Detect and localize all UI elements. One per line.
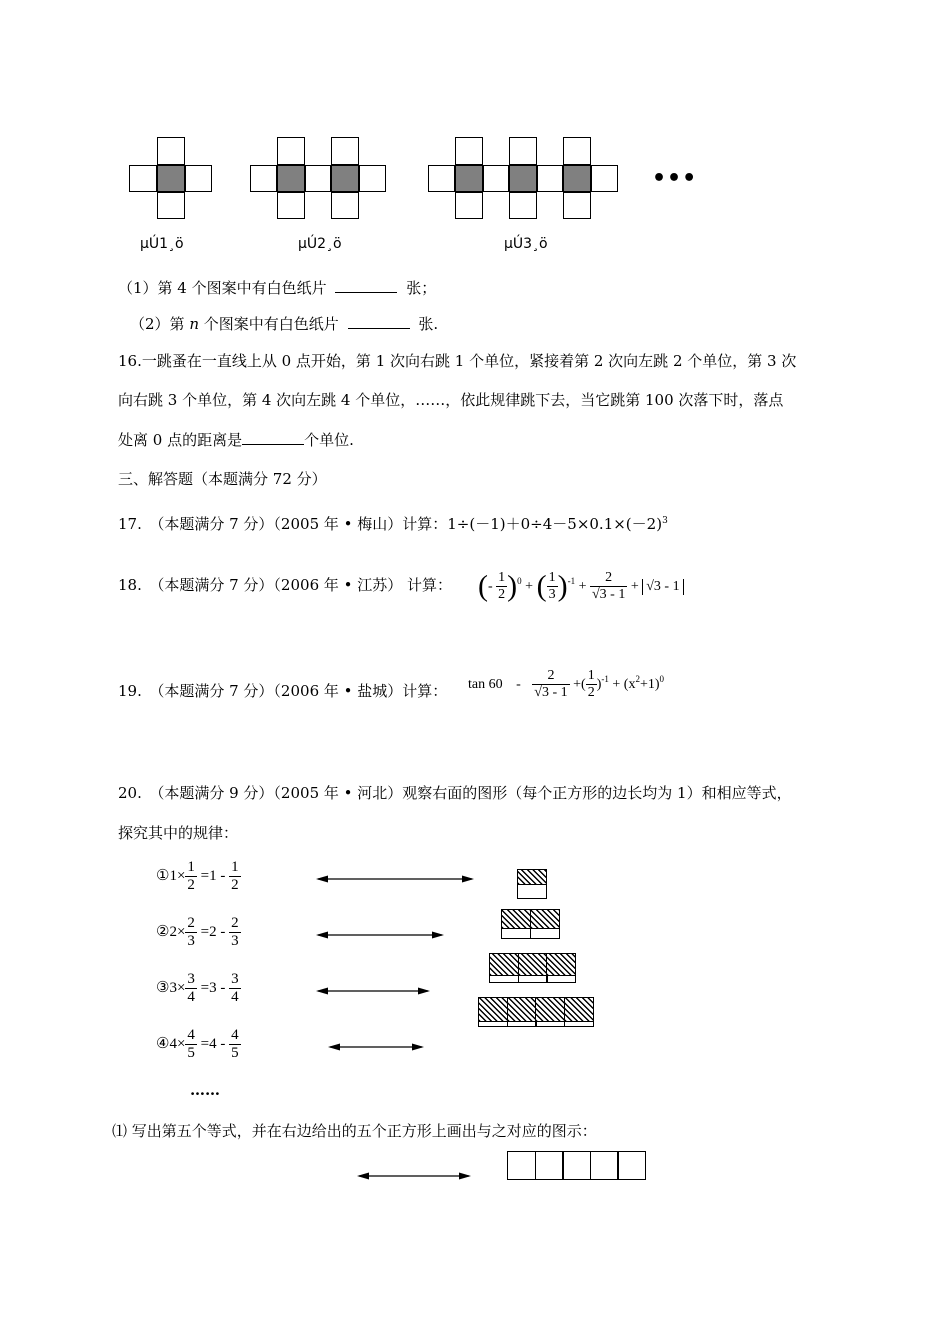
q15-part1-blank[interactable] (335, 278, 397, 293)
q19-last-exp2: 0 (659, 674, 665, 685)
equals-sign: = (200, 980, 210, 997)
equals-sign: = (200, 924, 210, 941)
figure-ellipsis: ••• (652, 166, 698, 191)
q20-line2: 探究其中的规律： (118, 824, 239, 842)
q17 (118, 513, 668, 534)
minus-sign: - (220, 924, 226, 941)
q15-part2 (130, 313, 438, 334)
q19-label: 19. （本题满分 7 分）（2006 年 • 盐城）计算： (118, 682, 448, 700)
q20-line1: 20. （本题满分 9 分）（2005 年 • 河北）观察右面的图形（每个正方形的边长均为 1）和相应等式， (118, 784, 792, 802)
q16-line3-prefix: 处离 0 点的距离是 (118, 431, 243, 449)
q19-last-exp: 2 (635, 674, 640, 685)
q16-line2: 向右跳 3 个单位，第 4 次向左跳 4 个单位，……，依此规律跳下去，当它跳第 100 次落下时，落点 (118, 391, 784, 409)
q18-t1-sign: - (488, 578, 493, 594)
equation-n: 4 (209, 1036, 217, 1053)
q18-t3-frac: $\frac{2}{√3 - 1}$ (591, 570, 626, 603)
q19-last-tail: +1) (639, 676, 660, 692)
q20-equation-2: ②2× $\frac{2}{3}$ =2 - $\frac{2}{3}$ (156, 915, 239, 950)
equation-mark: ② (156, 924, 170, 941)
q18-t4-abs: √3 - 1 (642, 579, 683, 595)
minus-sign: - (220, 980, 226, 997)
minus-sign: - (220, 868, 226, 885)
equation-n: 3 (209, 980, 217, 997)
q18-expression: (- $\frac{1}{2}$ )$^0$ + ( $\frac{1}{3}$ )$^{-1}$ + $\frac{2}{√3 - 1}$ + √3 - 1 (478, 570, 684, 603)
q18-t2-exp: -1 (567, 576, 576, 587)
figure-caption-1: µÚ1¸ö (140, 236, 184, 252)
q19-tan: tan 60 (468, 676, 503, 692)
q17-text: 17. （本题满分 7 分）（2005 年 • 梅山）计算：1÷(－1)＋0÷4－5×0.1×(－2) (118, 515, 663, 533)
equation-n: 2 (169, 924, 177, 941)
double-arrow-icon (316, 874, 474, 884)
equation-mark: ④ (156, 1036, 170, 1053)
q18-plus-1: + (525, 578, 534, 594)
section-3-heading: 三、解答题（本题满分 72 分） (118, 470, 327, 488)
q20-equation-4: ④4× $\frac{4}{5}$ =4 - $\frac{4}{5}$ (156, 1027, 239, 1062)
q15-part2-suffix: 张. (418, 315, 439, 333)
q15-part2-prefix: （2）第 (130, 315, 185, 333)
equation-n: 1 (169, 868, 177, 885)
q18-plus-2: + (578, 578, 587, 594)
answer-square[interactable] (590, 1151, 619, 1180)
answer-square[interactable] (617, 1151, 646, 1180)
q19-frac: $\frac{2}{√3 - 1}$ (534, 668, 568, 701)
q18-label: 18. （本题满分 7 分）（2006 年 • 江苏） 计算： (118, 576, 453, 594)
figure-caption-2: µÚ2¸ö (298, 236, 342, 252)
double-arrow-icon (357, 1171, 471, 1181)
q18-t1-exp: 0 (517, 576, 522, 587)
q16-line1: 16.一跳蚤在一直线上从 0 点开始，第 1 次向右跳 1 个单位，紧接着第 2 次向左跳 2 个单位，第 3 次 (118, 352, 797, 370)
q17-exp: 3 (662, 516, 668, 526)
times-sign: × (176, 1036, 186, 1053)
double-arrow-icon (316, 930, 444, 940)
equation-mark: ① (156, 868, 170, 885)
q16-line3 (118, 429, 354, 450)
minus-sign: - (220, 1036, 226, 1053)
q15-part1 (118, 277, 436, 298)
equation-mark: ③ (156, 980, 170, 997)
answer-square[interactable] (507, 1151, 536, 1180)
equation-n: 2 (209, 924, 217, 941)
times-sign: × (176, 980, 186, 997)
q15-part1-prefix: （1）第 4 个图案中有白色纸片 (118, 279, 327, 297)
times-sign: × (176, 924, 186, 941)
q19-half: $\frac{1}{2}$ (587, 668, 595, 701)
q18-t1-frac: $\frac{1}{2}$ (498, 570, 506, 603)
q18-plus-3: + (630, 578, 639, 594)
q20-sub1: ⑴ 写出第五个等式，并在右边给出的五个正方形上画出与之对应的图示： (112, 1122, 597, 1140)
q20-dots: …… (190, 1081, 220, 1099)
q16-line3-suffix: 个单位. (304, 431, 354, 449)
q19-expression: tan 60 - $\frac{2}{√3 - 1}$ +( $\frac{1}{2}$ )$^{-1} + (x^2+1)^0$ (468, 668, 665, 701)
q20-equation-3: ③3× $\frac{3}{4}$ =3 - $\frac{3}{4}$ (156, 971, 239, 1006)
q19-plus-1: + (573, 676, 582, 692)
equation-n: 4 (169, 1036, 177, 1053)
q20-equation-1: ①1× $\frac{1}{2}$ =1 - $\frac{1}{2}$ (156, 859, 239, 894)
equation-n: 3 (169, 980, 177, 997)
double-arrow-icon (316, 986, 430, 996)
equals-sign: = (200, 1036, 210, 1053)
times-sign: × (176, 868, 186, 885)
answer-square[interactable] (535, 1151, 564, 1180)
figure-caption-3: µÚ3¸ö (504, 236, 548, 252)
q18-t2-frac: $\frac{1}{3}$ (548, 570, 556, 603)
q19-plus-2: + (612, 676, 621, 692)
q19-minus: - (516, 676, 521, 692)
q15-part2-var: n (189, 315, 199, 333)
q16-blank[interactable] (242, 430, 304, 445)
q19-half-exp: -1 (601, 674, 609, 685)
q15-part2-blank[interactable] (348, 314, 410, 329)
q15-part1-suffix: 张； (406, 279, 437, 297)
equation-n: 1 (209, 868, 217, 885)
answer-square[interactable] (562, 1151, 591, 1180)
q19-last: (x (623, 676, 636, 692)
answer-square-row[interactable] (507, 1151, 646, 1180)
equals-sign: = (200, 868, 210, 885)
double-arrow-icon (328, 1042, 424, 1052)
q15-part2-middle: 个图案中有白色纸片 (203, 315, 339, 333)
